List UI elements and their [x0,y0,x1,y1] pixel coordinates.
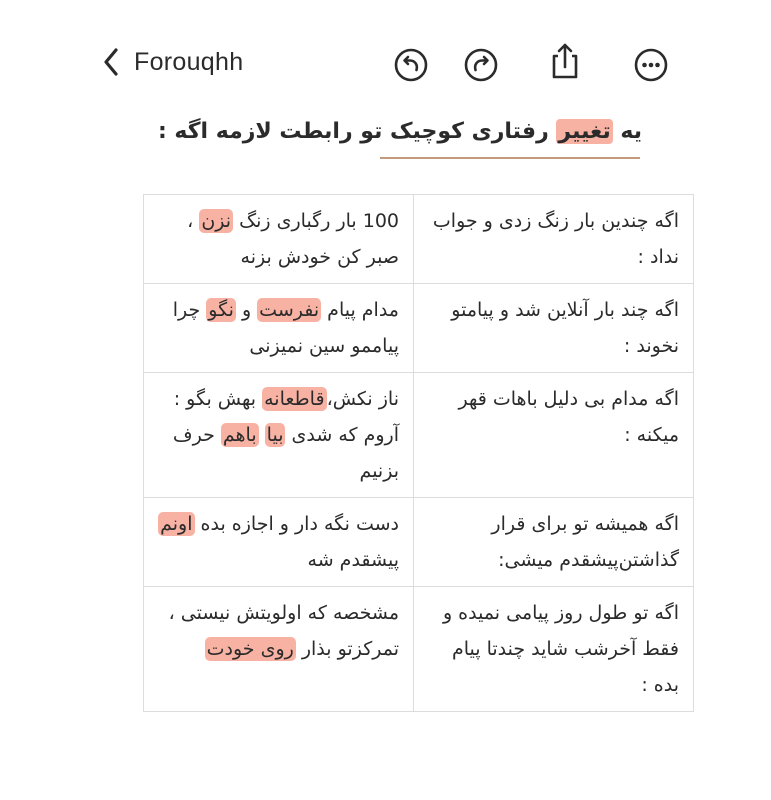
share-icon [547,41,583,85]
text-segment: رفتاری کوچیک تو رابطت لازمه اگه : [157,119,557,144]
advice-cell [144,373,414,498]
note-heading [150,112,642,162]
text-segment: اگه تو طول روز پیامی نمیده و فقط آخرشب شاید چندتا پیام بده : [442,602,679,696]
highlighted-text: قاطعانه [264,388,325,410]
situation-cell [414,284,694,373]
situation-cell [414,587,694,712]
highlighted-text: روی خودت [206,638,294,660]
situation-cell [414,498,694,587]
text-segment: حرف بزنیم [172,424,399,482]
text-segment: ، صبر کن خودش بزنه [187,210,399,268]
toolbar [0,0,771,110]
advice-cell [144,587,414,712]
text-segment: بهش بگو : آروم که شدی [173,388,399,446]
text-segment: ناز نکش، [326,388,399,410]
text-segment: اگه چند بار آنلاین شد و پیامتو نخوند : [451,299,679,357]
text-segment: دست نگه دار و اجازه بده [194,513,399,535]
highlighted-text: تغییر [558,119,611,144]
redo-button[interactable] [462,48,500,86]
text-segment: پیشقدم شه [307,549,399,571]
undo-icon [393,47,429,87]
heading-underline [380,157,640,159]
text-segment: اگه مدام بی دلیل باهات قهر میکنه : [458,388,679,446]
page-title: Forouqhh [134,47,244,76]
table-row [144,587,694,712]
text-segment: 100 بار رگباری زنگ [233,210,399,232]
highlighted-text: بیا [266,424,284,446]
chevron-left-icon [98,44,124,80]
advice-table [143,194,694,712]
highlighted-text: نفرست [259,299,320,321]
highlighted-text: نزن [201,210,232,232]
highlighted-text: اونم [160,513,193,535]
text-segment: اگه همیشه تو برای قرار گذاشتن‌پیشقدم میشی: [491,513,679,571]
table-row [144,195,694,284]
more-button[interactable] [632,48,670,86]
table-row [144,284,694,373]
table-row [144,498,694,587]
advice-cell [144,498,414,587]
text-segment: مشخصه که اولویتش نیستی ، تمرکزتو بذار [168,602,399,660]
redo-icon [463,47,499,87]
text-segment: یه [612,119,642,144]
highlighted-text: نگو [208,299,234,321]
advice-cell [144,195,414,284]
undo-button[interactable] [392,48,430,86]
highlighted-text: باهم [222,424,257,446]
back-button[interactable] [98,44,243,80]
text-segment: و [235,299,258,321]
situation-cell [414,373,694,498]
more-icon [633,47,669,87]
situation-cell [414,195,694,284]
text-segment [259,424,265,446]
advice-cell [144,284,414,373]
table-row [144,373,694,498]
text-segment: مدام پیام [321,299,399,321]
heading-text [150,112,642,152]
text-segment: اگه چندین بار زنگ زدی و جواب نداد : [432,210,679,268]
share-button[interactable] [546,44,584,82]
text-segment: چرا پیاممو سین نمیزنی [172,299,399,357]
